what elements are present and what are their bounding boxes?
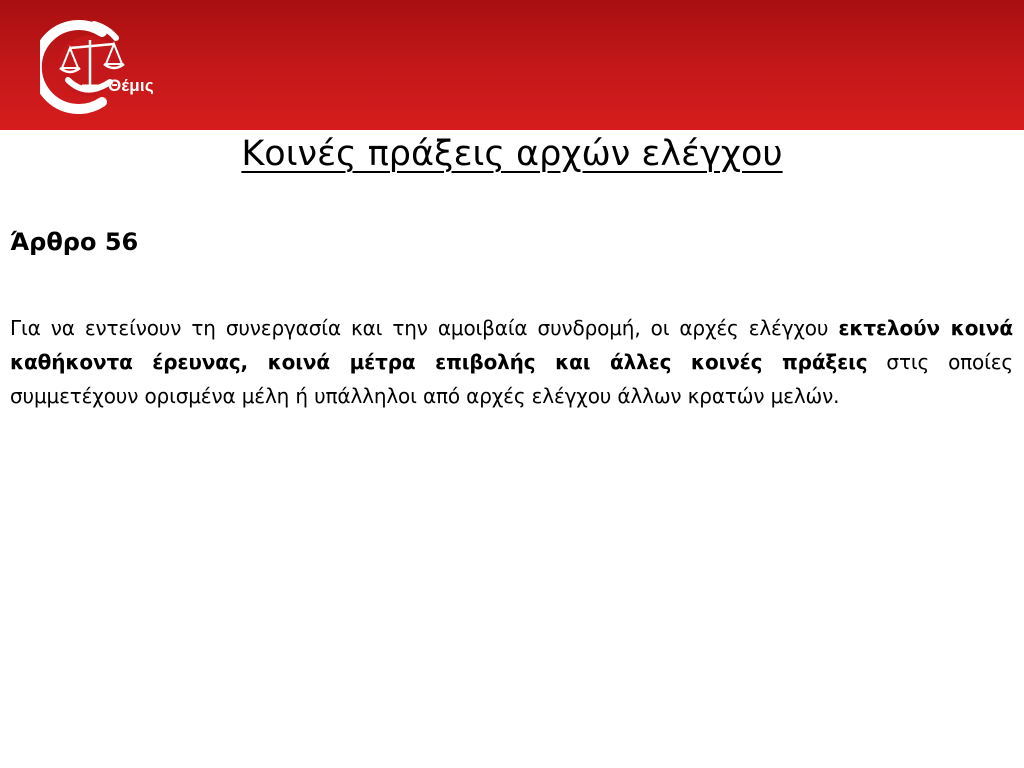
paragraph-text-part2: στις οποίες συμμετέχουν ορισμένα μέλη ή υπάλληλοι από αρχές ελέγχου άλλων κρατών μελών. [10, 350, 1014, 408]
paragraph-text-part1: Για να εντείνουν τη συνεργασία και την αμοιβαία συνδρομή, οι αρχές ελέγχου [10, 316, 839, 340]
paragraph-text-bold: εκτελούν κοινά καθήκοντα έρευνας, κοινά μέτρα επιβολής και άλλες κοινές πράξεις [10, 316, 1013, 374]
slide-title: Κοινές πράξεις αρχών ελέγχου [241, 134, 783, 174]
logo-wordmark: Θέμις [108, 76, 154, 95]
article-heading: Άρθρο 56 [10, 228, 139, 256]
header-band [0, 0, 1024, 130]
themis-logo [40, 18, 166, 114]
themis-scales-logo-icon [40, 18, 166, 114]
article-paragraph [10, 311, 1013, 413]
